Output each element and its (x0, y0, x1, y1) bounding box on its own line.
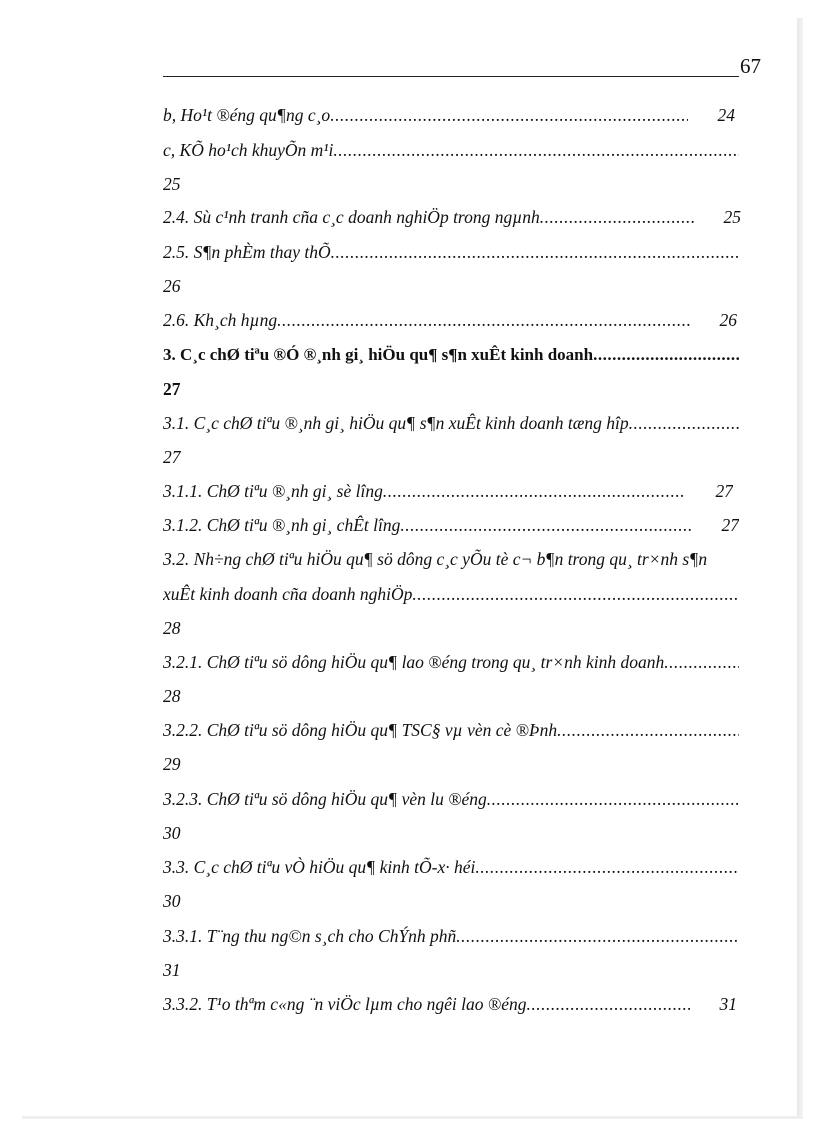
toc-entry-page: 26 (163, 276, 181, 296)
toc-entry-page: 26 (719, 310, 737, 330)
toc-entry-title: 3.2.1. ChØ tiªu sö dông hiÖu qu¶ lao ®éng trong qu¸ tr×nh kinh doanh (163, 652, 665, 672)
toc-leader (593, 342, 739, 368)
toc-leader (540, 204, 694, 230)
toc-entry (163, 991, 737, 1017)
toc-entry-page: 27 (163, 379, 181, 399)
toc-entry-title: 3.2.2. ChØ tiªu sö dông hiÖu qu¶ TSC§ vµ vèn cè ®Þnh (163, 720, 558, 740)
toc-entry-title: b, Ho¹t ®éng qu¶ng c¸o (163, 105, 331, 125)
toc-entry-title: 3. C¸c chØ tiªu ®Ó ®¸nh gi¸ hiÖu qu¶ s¶n xuÊt kinh doanh (163, 345, 594, 364)
toc-entry-line: 3.2. Nh÷ng chØ tiªu hiÖu qu¶ sö dông c¸c yÕu tè c¬ b¶n trong qu¸ tr×nh s¶n (163, 549, 708, 569)
toc-leader (383, 478, 686, 504)
toc-entry-title: 2.5. S¶n phÈm thay thÕ (163, 242, 331, 262)
toc-entry (163, 137, 739, 163)
toc-entry (163, 649, 739, 675)
toc-entry-title: xuÊt kinh doanh cña doanh nghiÖp (163, 584, 413, 604)
toc-entry-title: 3.3. C¸c chØ tiªu vÒ hiÖu qu¶ kinh tÕ-x· héi (163, 857, 476, 877)
page-number: 67 (740, 54, 761, 78)
toc-leader (333, 137, 739, 163)
toc-leader (526, 991, 689, 1017)
toc-entry-page: 25 (723, 207, 741, 227)
toc-entry (163, 854, 739, 880)
toc-entry (163, 786, 739, 812)
toc-entry-page: 27 (721, 515, 739, 535)
toc-entry-page: 31 (719, 994, 737, 1014)
toc-leader (412, 581, 739, 607)
toc-entry-page: 27 (163, 447, 181, 467)
toc-entry (163, 410, 739, 436)
toc-entry (163, 581, 739, 607)
toc-leader (330, 102, 687, 128)
toc-entry-title: 3.1.2. ChØ tiªu ®¸nh gi¸ chÊt lîng (163, 515, 401, 535)
toc-entry-title: 2.6. Kh¸ch hµng (163, 310, 278, 330)
toc-leader (400, 512, 691, 538)
toc-entry-page: 27 (715, 481, 733, 501)
toc-entry (163, 307, 737, 333)
toc-entry-page: 28 (163, 686, 181, 706)
toc-entry (163, 239, 739, 265)
toc-entry (163, 204, 741, 230)
toc-entry (163, 342, 739, 368)
toc-entry (163, 717, 739, 743)
toc-entry-page: 28 (163, 618, 181, 638)
toc-entry-title: c, KÕ ho¹ch khuyÕn m¹i (163, 140, 334, 160)
toc-entry (163, 923, 739, 949)
page-shadow-right (797, 18, 803, 1118)
toc-entry-title: 3.3.2. T¹o thªm c«ng ¨n viÖc lµm cho ngêi lao ®éng (163, 994, 527, 1014)
toc-entry-page: 24 (717, 105, 735, 125)
toc-leader (277, 307, 689, 333)
toc-entry-page: 31 (163, 960, 181, 980)
toc-leader (664, 649, 739, 675)
header-rule (163, 76, 739, 77)
toc-entry-page: 30 (163, 891, 181, 911)
toc-leader (331, 239, 739, 265)
toc-entry (163, 102, 735, 128)
toc-entry-title: 3.1. C¸c chØ tiªu ®¸nh gi¸ hiÖu qu¶ s¶n xuÊt kinh doanh tæng hîp (163, 413, 629, 433)
toc-entry-page: 29 (163, 754, 181, 774)
toc-entry-title: 3.1.1. ChØ tiªu ®¸nh gi¸ sè lîng (163, 481, 383, 501)
toc-entry-title: 3.2.3. ChØ tiªu sö dông hiÖu qu¶ vèn lu ®éng (163, 789, 487, 809)
toc-leader (487, 786, 739, 812)
toc-entry-title: 2.4. Sù c¹nh tranh cña c¸c doanh nghiÖp trong ngµnh (163, 207, 540, 227)
toc-leader (629, 410, 739, 436)
toc-leader (557, 717, 739, 743)
toc-leader (475, 854, 739, 880)
toc-entry (163, 478, 733, 504)
toc-entry (163, 512, 739, 538)
toc-entry-title: 3.3.1. T¨ng thu ng©n s¸ch cho ChÝnh phñ (163, 926, 457, 946)
toc-entry-page: 25 (163, 174, 181, 194)
page-shadow-bottom (22, 1116, 803, 1119)
toc-leader (456, 923, 739, 949)
toc-entry-page: 30 (163, 823, 181, 843)
